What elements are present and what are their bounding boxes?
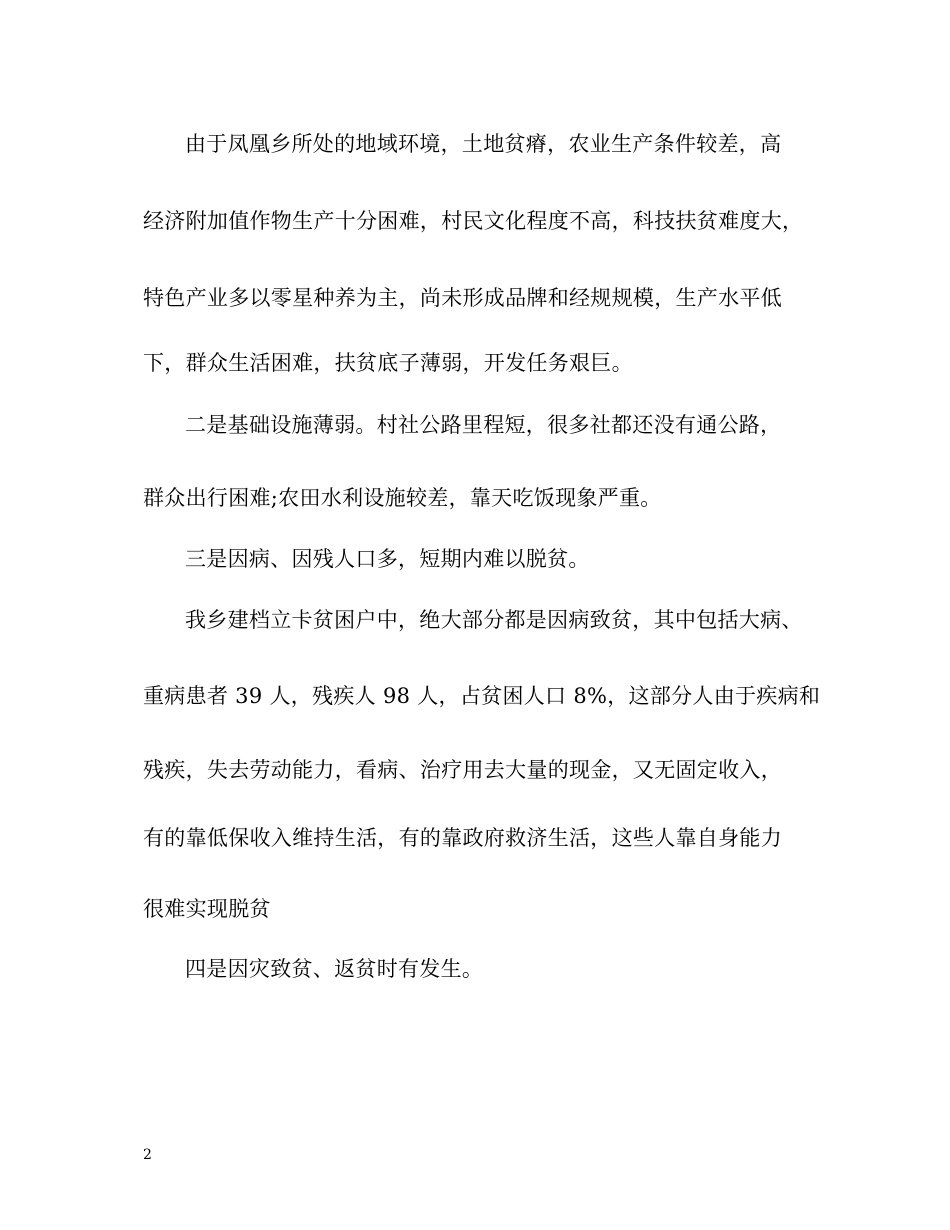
paragraph-line: 经济附加值作物生产十分困难，村民文化程度不高，科技扶贫难度大， bbox=[143, 209, 804, 233]
paragraph-line: 特色产业多以零星种养为主，尚未形成品牌和经规规模，生产水平低 bbox=[143, 286, 782, 310]
paragraph-line: 三是因病、因残人口多，短期内难以脱贫。 bbox=[185, 547, 590, 571]
paragraph-line: 残疾，失去劳动能力，看病、治疗用去大量的现金，又无固定收入， bbox=[143, 758, 782, 782]
paragraph-line: 下，群众生活困难，扶贫底子薄弱，开发任务艰巨。 bbox=[143, 351, 633, 375]
page-number: 2 bbox=[143, 1147, 152, 1163]
paragraph-line: 由于凤凰乡所处的地域环境，土地贫瘠，农业生产条件较差，高 bbox=[185, 132, 782, 156]
paragraph-line: 有的靠低保收入维持生活，有的靠政府救济生活，这些人靠自身能力 bbox=[143, 826, 782, 850]
paragraph-line: 二是基础设施薄弱。村社公路里程短，很多社都还没有通公路， bbox=[185, 413, 782, 437]
paragraph-line: 重病患者 39 人，残疾人 98 人，占贫困人口 8%，这部分人由于疾病和 bbox=[143, 684, 821, 708]
paragraph-line: 我乡建档立卡贫困户中，绝大部分都是因病致贫，其中包括大病、 bbox=[185, 608, 803, 632]
paragraph-line: 很难实现脱贫 bbox=[143, 897, 271, 921]
paragraph-line: 四是因灾致贫、返贫时有发生。 bbox=[185, 957, 484, 981]
paragraph-line: 群众出行困难;农田水利设施较差，靠天吃饭现象严重。 bbox=[143, 486, 662, 510]
